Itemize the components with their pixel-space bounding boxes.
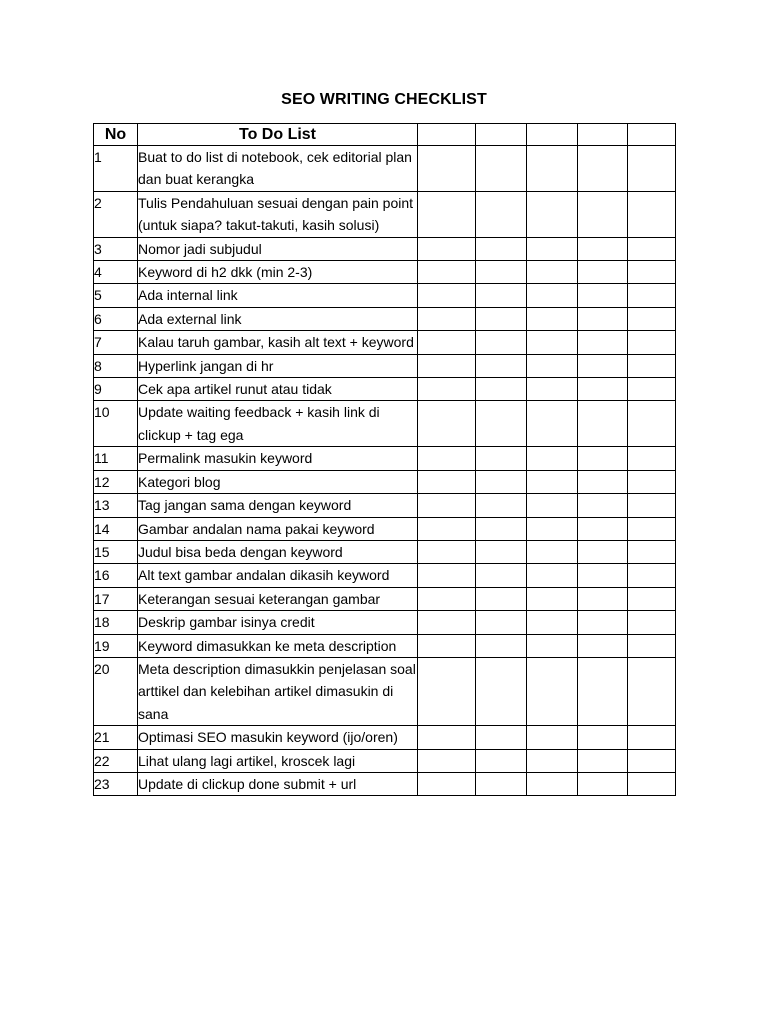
task-text: Ada external link (138, 307, 418, 330)
table-row (94, 191, 676, 237)
check-cell (418, 611, 476, 634)
table-row (94, 726, 676, 749)
table-row (94, 470, 676, 493)
item-number: 20 (94, 657, 138, 725)
task-text: Update di clickup done submit + url (138, 772, 418, 795)
task-text: Keyword dimasukkan ke meta description (138, 634, 418, 657)
item-number: 12 (94, 470, 138, 493)
check-cell (418, 331, 476, 354)
check-cell (628, 447, 676, 470)
table-row (94, 494, 676, 517)
check-cell (418, 378, 476, 401)
check-cell (527, 657, 578, 725)
check-cell (578, 447, 628, 470)
check-cell (578, 237, 628, 260)
task-text: Cek apa artikel runut atau tidak (138, 378, 418, 401)
check-cell (628, 564, 676, 587)
check-cell (476, 237, 527, 260)
check-cell (578, 772, 628, 795)
check-cell (628, 331, 676, 354)
table-row (94, 611, 676, 634)
item-number: 21 (94, 726, 138, 749)
check-cell (418, 564, 476, 587)
check-cell (578, 470, 628, 493)
check-cell (578, 540, 628, 563)
check-cell (418, 657, 476, 725)
header-check-column (578, 124, 628, 146)
check-cell (476, 657, 527, 725)
task-text: Kalau taruh gambar, kasih alt text + keyword (138, 331, 418, 354)
check-cell (578, 517, 628, 540)
table-row (94, 517, 676, 540)
item-number: 5 (94, 284, 138, 307)
item-number: 3 (94, 237, 138, 260)
check-cell (527, 726, 578, 749)
check-cell (418, 261, 476, 284)
task-text: Meta description dimasukkin penjelasan soal arttikel dan kelebihan artikel dimasukin di sana (138, 657, 418, 725)
task-text: Alt text gambar andalan dikasih keyword (138, 564, 418, 587)
table-row (94, 564, 676, 587)
table-row (94, 634, 676, 657)
check-cell (527, 564, 578, 587)
table-row (94, 378, 676, 401)
check-cell (527, 470, 578, 493)
task-text: Lihat ulang lagi artikel, kroscek lagi (138, 749, 418, 772)
header-check-column (476, 124, 527, 146)
item-number: 10 (94, 401, 138, 447)
check-cell (578, 611, 628, 634)
check-cell (628, 284, 676, 307)
check-cell (628, 191, 676, 237)
table-row (94, 657, 676, 725)
check-cell (476, 517, 527, 540)
task-text: Update waiting feedback + kasih link di clickup + tag ega (138, 401, 418, 447)
check-cell (418, 146, 476, 192)
check-cell (418, 447, 476, 470)
check-cell (628, 540, 676, 563)
check-cell (476, 307, 527, 330)
check-cell (578, 587, 628, 610)
task-text: Nomor jadi subjudul (138, 237, 418, 260)
check-cell (527, 237, 578, 260)
task-text: Judul bisa beda dengan keyword (138, 540, 418, 563)
header-check-column (527, 124, 578, 146)
check-cell (476, 401, 527, 447)
table-row (94, 772, 676, 795)
table-row (94, 284, 676, 307)
check-cell (527, 611, 578, 634)
check-cell (418, 540, 476, 563)
item-number: 15 (94, 540, 138, 563)
check-cell (527, 540, 578, 563)
check-cell (628, 749, 676, 772)
task-text: Optimasi SEO masukin keyword (ijo/oren) (138, 726, 418, 749)
check-cell (527, 284, 578, 307)
checklist-body (94, 146, 676, 796)
check-cell (476, 564, 527, 587)
check-cell (418, 284, 476, 307)
check-cell (418, 191, 476, 237)
check-cell (628, 470, 676, 493)
check-cell (527, 634, 578, 657)
check-cell (578, 726, 628, 749)
check-cell (418, 726, 476, 749)
check-cell (418, 634, 476, 657)
check-cell (628, 611, 676, 634)
item-number: 8 (94, 354, 138, 377)
check-cell (578, 749, 628, 772)
item-number: 2 (94, 191, 138, 237)
check-cell (476, 191, 527, 237)
header-check-column (418, 124, 476, 146)
check-cell (476, 726, 527, 749)
check-cell (527, 587, 578, 610)
check-cell (578, 354, 628, 377)
item-number: 22 (94, 749, 138, 772)
task-text: Ada internal link (138, 284, 418, 307)
check-cell (628, 237, 676, 260)
item-number: 17 (94, 587, 138, 610)
item-number: 7 (94, 331, 138, 354)
check-cell (628, 634, 676, 657)
check-cell (476, 354, 527, 377)
check-cell (527, 191, 578, 237)
check-cell (418, 237, 476, 260)
item-number: 23 (94, 772, 138, 795)
check-cell (418, 470, 476, 493)
table-row (94, 401, 676, 447)
check-cell (418, 587, 476, 610)
check-cell (476, 261, 527, 284)
check-cell (527, 378, 578, 401)
check-cell (628, 401, 676, 447)
check-cell (628, 307, 676, 330)
check-cell (527, 772, 578, 795)
task-text: Keterangan sesuai keterangan gambar (138, 587, 418, 610)
checklist-table (93, 123, 676, 796)
check-cell (476, 494, 527, 517)
check-cell (476, 611, 527, 634)
check-cell (527, 354, 578, 377)
check-cell (418, 772, 476, 795)
table-row (94, 146, 676, 192)
header-row (94, 124, 676, 146)
header-check-column (628, 124, 676, 146)
check-cell (628, 261, 676, 284)
check-cell (527, 517, 578, 540)
item-number: 11 (94, 447, 138, 470)
task-text: Hyperlink jangan di hr (138, 354, 418, 377)
check-cell (628, 587, 676, 610)
item-number: 6 (94, 307, 138, 330)
table-row (94, 237, 676, 260)
task-text: Gambar andalan nama pakai keyword (138, 517, 418, 540)
task-text: Tulis Pendahuluan sesuai dengan pain point (untuk siapa? takut-takuti, kasih solusi) (138, 191, 418, 237)
task-text: Kategori blog (138, 470, 418, 493)
table-row (94, 354, 676, 377)
check-cell (578, 284, 628, 307)
check-cell (578, 378, 628, 401)
check-cell (628, 657, 676, 725)
task-text: Tag jangan sama dengan keyword (138, 494, 418, 517)
check-cell (578, 657, 628, 725)
task-text: Permalink masukin keyword (138, 447, 418, 470)
table-row (94, 447, 676, 470)
check-cell (628, 146, 676, 192)
item-number: 4 (94, 261, 138, 284)
task-text: Buat to do list di notebook, cek editorial plan dan buat kerangka (138, 146, 418, 192)
check-cell (527, 447, 578, 470)
check-cell (418, 749, 476, 772)
check-cell (527, 401, 578, 447)
check-cell (578, 261, 628, 284)
check-cell (628, 494, 676, 517)
table-row (94, 307, 676, 330)
check-cell (628, 517, 676, 540)
check-cell (578, 191, 628, 237)
check-cell (476, 284, 527, 307)
item-number: 14 (94, 517, 138, 540)
table-row (94, 261, 676, 284)
check-cell (476, 587, 527, 610)
check-cell (527, 494, 578, 517)
header-todo-list: To Do List (138, 124, 418, 146)
check-cell (578, 634, 628, 657)
check-cell (476, 146, 527, 192)
table-row (94, 331, 676, 354)
table-row (94, 540, 676, 563)
check-cell (527, 307, 578, 330)
check-cell (527, 146, 578, 192)
check-cell (418, 494, 476, 517)
item-number: 1 (94, 146, 138, 192)
check-cell (418, 354, 476, 377)
check-cell (476, 772, 527, 795)
check-cell (628, 726, 676, 749)
check-cell (476, 331, 527, 354)
check-cell (527, 749, 578, 772)
table-row (94, 749, 676, 772)
check-cell (527, 331, 578, 354)
item-number: 18 (94, 611, 138, 634)
table-row (94, 587, 676, 610)
check-cell (418, 517, 476, 540)
check-cell (628, 772, 676, 795)
check-cell (418, 307, 476, 330)
check-cell (578, 401, 628, 447)
check-cell (527, 261, 578, 284)
task-text: Keyword di h2 dkk (min 2-3) (138, 261, 418, 284)
item-number: 19 (94, 634, 138, 657)
check-cell (476, 447, 527, 470)
document-title: SEO WRITING CHECKLIST (281, 91, 487, 108)
check-cell (578, 146, 628, 192)
task-text: Deskrip gambar isinya credit (138, 611, 418, 634)
check-cell (578, 307, 628, 330)
check-cell (578, 331, 628, 354)
check-cell (578, 564, 628, 587)
item-number: 16 (94, 564, 138, 587)
item-number: 9 (94, 378, 138, 401)
item-number: 13 (94, 494, 138, 517)
check-cell (578, 494, 628, 517)
check-cell (476, 540, 527, 563)
check-cell (628, 354, 676, 377)
check-cell (476, 378, 527, 401)
header-no: No (94, 124, 138, 146)
check-cell (476, 634, 527, 657)
check-cell (628, 378, 676, 401)
check-cell (476, 749, 527, 772)
check-cell (476, 470, 527, 493)
check-cell (418, 401, 476, 447)
